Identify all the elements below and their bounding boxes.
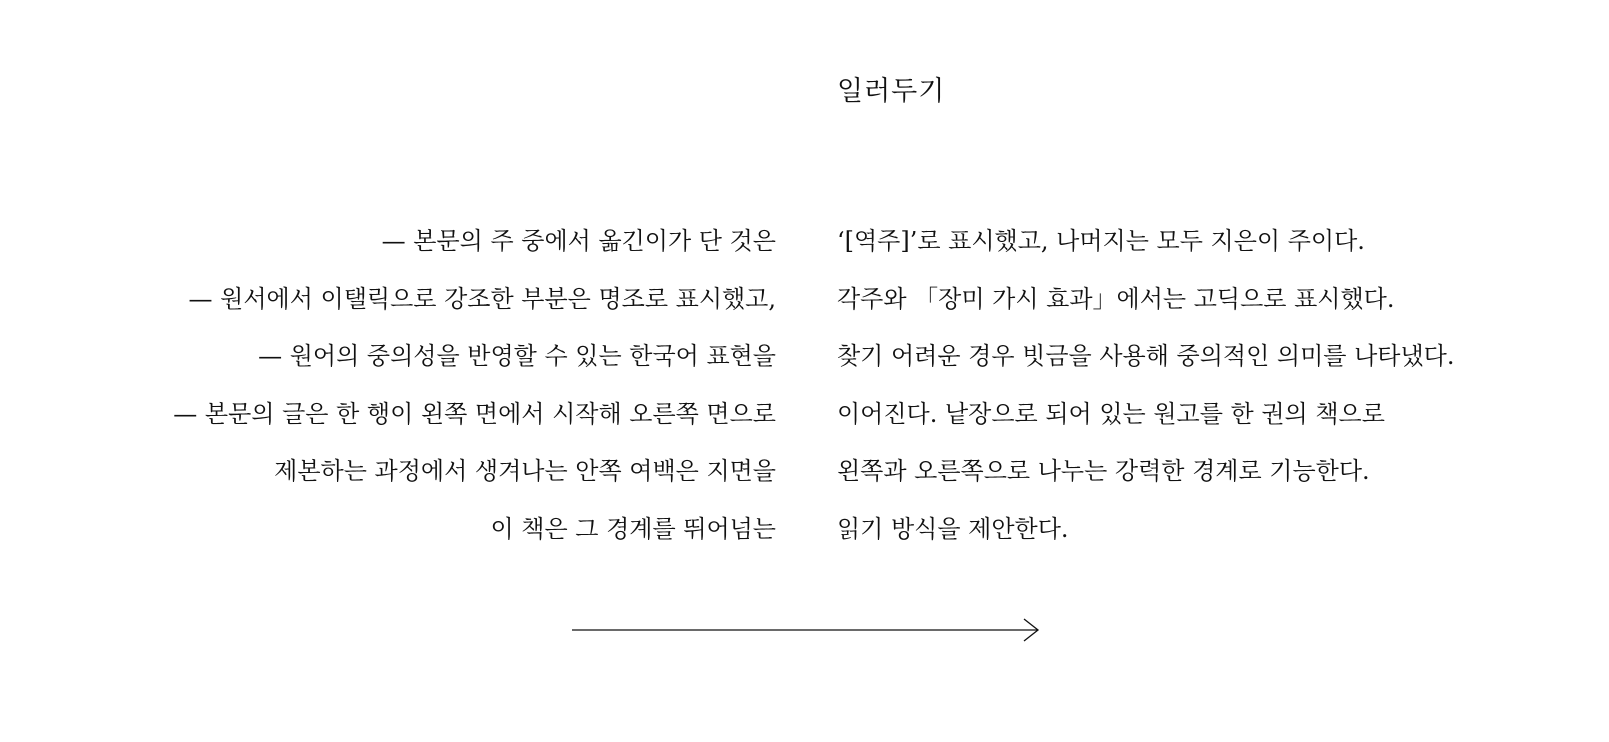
right-line-3: 찾기 어려운 경우 빗금을 사용해 중의적인 의미를 나타냈다.: [837, 342, 1455, 371]
right-line-2: 각주와 「장미 가시 효과」에서는 고딕으로 표시했다.: [837, 284, 1395, 313]
page-title: 일러두기: [837, 76, 946, 107]
left-line-6: 이 책은 그 경계를 뛰어넘는: [490, 514, 776, 543]
right-line-6: 읽기 방식을 제안한다.: [837, 514, 1069, 543]
left-line-3: — 원어의 중의성을 반영할 수 있는 한국어 표현을: [258, 342, 776, 371]
left-line-5: 제본하는 과정에서 생겨나는 안쪽 여백은 지면을: [274, 457, 776, 486]
right-line-1: ‘[역주]’로 표시했고, 나머지는 모두 지은이 주이다.: [837, 227, 1365, 255]
left-column: [173, 229, 776, 575]
right-line-5: 왼쪽과 오른쪽으로 나누는 강력한 경계로 기능한다.: [837, 457, 1370, 486]
right-arrow-icon: [572, 618, 1042, 642]
right-line-4: 이어진다. 낱장으로 되어 있는 원고를 한 권의 책으로: [837, 399, 1385, 428]
left-line-1: — 본문의 주 중에서 옮긴이가 단 것은: [381, 227, 776, 255]
left-line-2: — 원서에서 이탤릭으로 강조한 부분은 명조로 표시했고,: [188, 284, 776, 313]
right-column: [837, 229, 1454, 575]
left-line-4: — 본문의 글은 한 행이 왼쪽 면에서 시작해 오른쪽 면으로: [173, 399, 776, 428]
